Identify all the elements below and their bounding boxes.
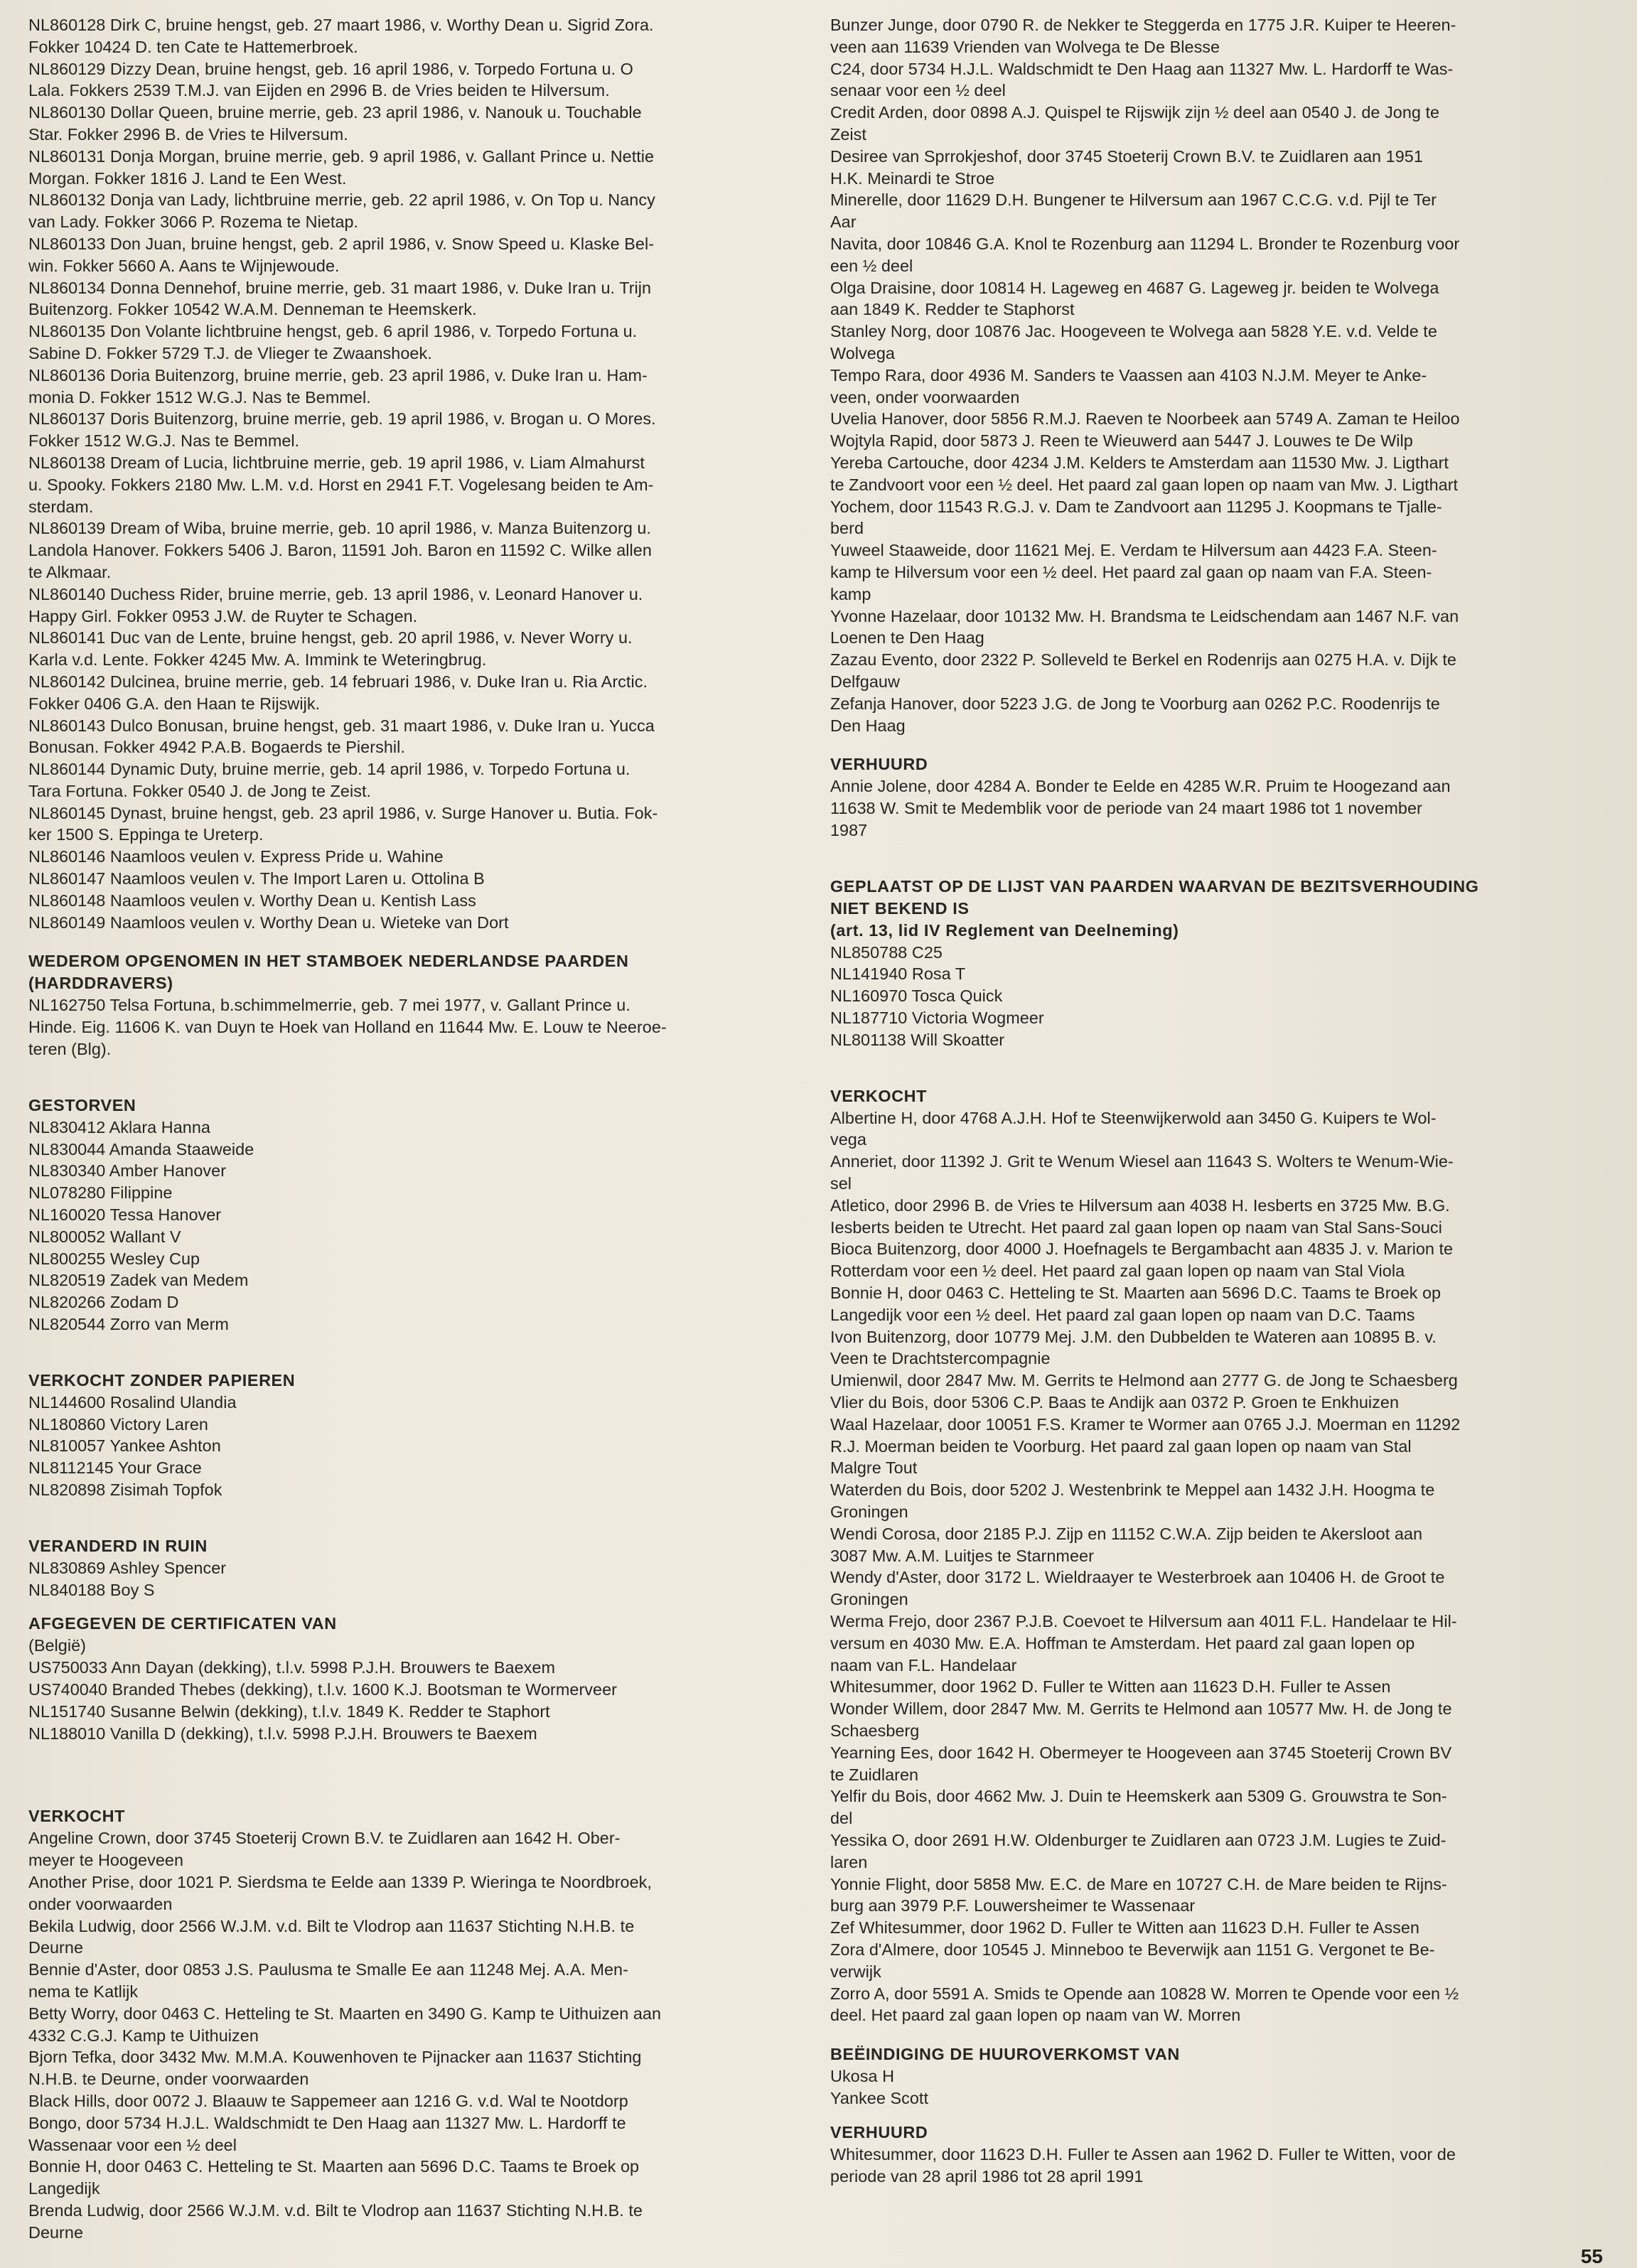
text-line: veen aan 11639 Vrienden van Wolvega te De Blesse bbox=[830, 37, 1220, 56]
text-line: Groningen bbox=[830, 1503, 908, 1522]
text-line: Desiree van Sprrokjeshof, door 3745 Stoeterij Crown B.V. te Zuidlaren aan 1951 bbox=[830, 146, 1423, 166]
text-line: Vlier du Bois, door 5306 C.P. Baas te Andijk aan 0372 P. Groen te Enkhuizen bbox=[830, 1393, 1399, 1412]
text-line: Yearning Ees, door 1642 H. Obermeyer te Hoogeveen aan 3745 Stoeterij Crown BV bbox=[830, 1743, 1452, 1762]
text-line: aan 1849 K. Redder te Staphorst bbox=[830, 300, 1075, 319]
text-line: nema te Katlijk bbox=[28, 1982, 139, 2001]
text-line: Karla v.d. Lente. Fokker 4245 Mw. A. Immink te Weteringbrug. bbox=[28, 650, 487, 670]
text-line: NL162750 Telsa Fortuna, b.schimmelmerrie, geb. 7 mei 1977, v. Gallant Prince u. bbox=[28, 996, 630, 1015]
text-line: verwijk bbox=[830, 1962, 881, 1981]
text-line: ker 1500 S. Eppinga te Ureterp. bbox=[28, 825, 264, 844]
text-line: Morgan. Fokker 1816 J. Land te Een West. bbox=[28, 168, 347, 188]
text-line: Zora d'Almere, door 10545 J. Minneboo te Beverwijk aan 1151 G. Vergonet te Be- bbox=[830, 1940, 1435, 1959]
text-line: NL860131 Donja Morgan, bruine merrie, geb. 9 april 1986, v. Gallant Prince u. Nettie bbox=[28, 146, 655, 166]
text-line: NL860146 Naamloos veulen v. Express Pride u. Wahine bbox=[28, 847, 444, 866]
text-line: Delfgauw bbox=[830, 672, 900, 691]
text-line: Buitenzorg. Fokker 10542 W.A.M. Denneman te Heemskerk. bbox=[28, 300, 477, 319]
text-line: Bunzer Junge, door 0790 R. de Nekker te Steggerda en 1775 J.R. Kuiper te Heeren- bbox=[830, 16, 1456, 34]
text-line: NL860130 Dollar Queen, bruine merrie, geb. 23 april 1986, v. Nanouk u. Touchable bbox=[28, 103, 642, 122]
list-item: US750033 Ann Dayan (dekking), t.l.v. 5998 P.J.H. Brouwers te Baexem bbox=[28, 1658, 555, 1677]
text-line: Veen te Drachtstercompagnie bbox=[830, 1349, 1051, 1368]
text-line: 11638 W. Smit te Medemblik voor de periode van 24 maart 1986 tot 1 november bbox=[830, 799, 1422, 818]
text-line: Another Prise, door 1021 P. Sierdsma te Eelde aan 1339 P. Wieringa te Noordbroek, bbox=[28, 1872, 652, 1891]
text-line: Yereba Cartouche, door 4234 J.M. Kelders te Amsterdam aan 11530 Mw. J. Ligthart bbox=[830, 453, 1449, 472]
section-heading: GEPLAATST OP DE LIJST VAN PAARDEN WAARVAN DE BEZITSVERHOUDING bbox=[830, 876, 1479, 896]
text-line: win. Fokker 5660 A. Aans te Wijnjewoude. bbox=[28, 256, 340, 275]
text-line: Bonusan. Fokker 4942 P.A.B. Bogaerds te Piershil. bbox=[28, 738, 405, 757]
text-line: Zeist bbox=[830, 124, 866, 144]
list-item: Ukosa H bbox=[830, 2067, 895, 2086]
list-item: NL187710 Victoria Wogmeer bbox=[830, 1009, 1044, 1028]
list-item: NL160970 Tosca Quick bbox=[830, 987, 1003, 1006]
text-line: sel bbox=[830, 1174, 852, 1193]
text-line: Zazau Evento, door 2322 P. Solleveld te Berkel en Rodenrijs aan 0275 H.A. v. Dijk te bbox=[830, 650, 1456, 670]
text-line: een ½ deel bbox=[830, 256, 913, 275]
text-line: Albertine H, door 4768 A.J.H. Hof te Steenwijkerwold aan 3450 G. Kuipers te Wol- bbox=[830, 1108, 1437, 1127]
list-item: NL800255 Wesley Cup bbox=[28, 1249, 200, 1268]
list-item: NL830412 Aklara Hanna bbox=[28, 1117, 210, 1136]
text-line: Wendy d'Aster, door 3172 L. Wieldraayer te Westerbroek aan 10406 H. de Groot te bbox=[830, 1568, 1445, 1587]
section-gestorven bbox=[28, 1095, 800, 1335]
section-afgegeven-certificaten bbox=[28, 1613, 800, 1744]
text-line: deel. Het paard zal gaan lopen op naam van W. Morren bbox=[830, 2006, 1241, 2025]
foal-registrations bbox=[28, 14, 800, 933]
text-line: Den Haag bbox=[830, 716, 906, 735]
text-line: Anneriet, door 11392 J. Grit te Wenum Wiesel aan 11643 S. Wolters te Wenum-Wie- bbox=[830, 1152, 1454, 1171]
list-item: NL144600 Rosalind Ulandia bbox=[28, 1392, 237, 1412]
text-line: kamp te Hilversum voor een ½ deel. Het paard zal gaan op naam van F.A. Steen- bbox=[830, 562, 1432, 581]
section-verkocht-left bbox=[28, 1805, 800, 2243]
text-line: del bbox=[830, 1809, 853, 1828]
text-line: Deurne bbox=[28, 2223, 84, 2242]
text-line: u. Spooky. Fokkers 2180 Mw. L.M. v.d. Horst en 2941 F.T. Vogelesang beiden te Am- bbox=[28, 475, 654, 494]
text-line: Langedijk voor een ½ deel. Het paard zal gaan lopen op naam van D.C. Taams bbox=[830, 1305, 1415, 1324]
text-line: Schaesberg bbox=[830, 1721, 920, 1740]
text-line: NL860129 Dizzy Dean, bruine hengst, geb. 16 april 1986, v. Torpedo Fortuna u. O bbox=[28, 59, 633, 78]
text-line: Tempo Rara, door 4936 M. Sanders te Vaassen aan 4103 N.J.M. Meyer te Anke- bbox=[830, 365, 1427, 385]
text-line: senaar voor een ½ deel bbox=[830, 81, 1006, 100]
text-line: NL860145 Dynast, bruine hengst, geb. 23 april 1986, v. Surge Hanover u. Butia. Fok- bbox=[28, 803, 658, 822]
text-line: Wolvega bbox=[830, 343, 895, 362]
text-line: Wendi Corosa, door 2185 P.J. Zijp en 11152 C.W.A. Zijp beiden te Akersloot aan bbox=[830, 1524, 1423, 1543]
list-item: NL830340 Amber Hanover bbox=[28, 1161, 227, 1181]
text-line: Olga Draisine, door 10814 H. Lageweg en 4687 G. Lageweg jr. beiden te Wolvega bbox=[830, 278, 1439, 297]
list-item: US740040 Branded Thebes (dekking), t.l.v. 1600 K.J. Bootsman te Wormerveer bbox=[28, 1680, 618, 1699]
text-line: Yessika O, door 2691 H.W. Oldenburger te Zuidlaren aan 0723 J.M. Lugies te Zuid- bbox=[830, 1830, 1447, 1849]
text-line: Happy Girl. Fokker 0953 J.W. de Ruyter te Schagen. bbox=[28, 606, 418, 625]
text-line: Umienwil, door 2847 Mw. M. Gerrits te Helmond aan 2777 G. de Jong te Schaesberg bbox=[830, 1371, 1458, 1390]
text-line: Waal Hazelaar, door 10051 F.S. Kramer te Wormer aan 0765 J.J. Moerman en 11292 bbox=[830, 1414, 1461, 1434]
list-item: NL810057 Yankee Ashton bbox=[28, 1436, 221, 1456]
text-line: Deurne bbox=[28, 1938, 84, 1957]
text-line: H.K. Meinardi te Stroe bbox=[830, 168, 995, 188]
text-line: Loenen te Den Haag bbox=[830, 628, 984, 647]
text-line: Landola Hanover. Fokkers 5406 J. Baron, 11591 Joh. Baron en 11592 C. Wilke allen bbox=[28, 541, 652, 560]
section-heading-cont: (HARDDRAVERS) bbox=[28, 974, 173, 993]
list-item: NL180860 Victory Laren bbox=[28, 1414, 208, 1434]
section-verhuurd-1 bbox=[830, 753, 1609, 841]
text-line: NL860144 Dynamic Duty, bruine merrie, geb. 14 april 1986, v. Torpedo Fortuna u. bbox=[28, 760, 630, 779]
text-line: Whitesummer, door 1962 D. Fuller te Witten aan 11623 D.H. Fuller te Assen bbox=[830, 1677, 1391, 1697]
text-line: Whitesummer, door 11623 D.H. Fuller te Assen aan 1962 D. Fuller te Witten, voor de bbox=[830, 2144, 1456, 2164]
text-line: te Zandvoort voor een ½ deel. Het paard zal gaan lopen op naam van Mw. J. Ligthart bbox=[830, 475, 1459, 494]
text-line: onder voorwaarden bbox=[28, 1894, 173, 1913]
text-line: Star. Fokker 2996 B. de Vries te Hilversum. bbox=[28, 124, 348, 144]
text-line: Malgre Tout bbox=[830, 1458, 918, 1478]
text-line: Rotterdam voor een ½ deel. Het paard zal gaan lopen op naam van Stal Viola bbox=[830, 1262, 1405, 1281]
left-column bbox=[28, 14, 800, 2244]
text-line: kamp bbox=[830, 584, 871, 603]
text-line: NL860148 Naamloos veulen v. Worthy Dean u. Kentish Lass bbox=[28, 891, 476, 910]
right-column bbox=[830, 14, 1609, 2187]
text-line: NL860136 Doria Buitenzorg, bruine merrie, geb. 23 april 1986, v. Duke Iran u. Ham- bbox=[28, 365, 648, 385]
section-heading: GESTORVEN bbox=[28, 1095, 136, 1114]
text-line: veen, onder voorwaarden bbox=[830, 387, 1020, 407]
text-line: Bennie d'Aster, door 0853 J.S. Paulusma te Smalle Ee aan 11248 Mej. A.A. Men- bbox=[28, 1960, 628, 1979]
list-item: NL801138 Will Skoatter bbox=[830, 1030, 1005, 1049]
section-geplaatst-op-lijst bbox=[830, 876, 1609, 1051]
section-heading: WEDEROM OPGENOMEN IN HET STAMBOEK NEDERLANDSE PAARDEN bbox=[28, 952, 629, 971]
text-line: versum en 4030 Mw. E.A. Hoffman te Amsterdam. Het paard zal gaan lopen op bbox=[830, 1633, 1415, 1652]
text-line: meyer te Hoogeveen bbox=[28, 1851, 184, 1870]
text-line: Zef Whitesummer, door 1962 D. Fuller te Witten aan 11623 D.H. Fuller te Assen bbox=[830, 1918, 1419, 1938]
text-line: NL860134 Donna Dennehof, bruine merrie, geb. 31 maart 1986, v. Duke Iran u. Trijn bbox=[28, 278, 652, 297]
text-line: Tara Fortuna. Fokker 0540 J. de Jong te Zeist. bbox=[28, 781, 372, 800]
text-line: Yonnie Flight, door 5858 Mw. E.C. de Mare en 10727 C.H. de Mare beiden te Rijns- bbox=[830, 1874, 1447, 1893]
text-line: sterdam. bbox=[28, 497, 94, 516]
section-heading: VERKOCHT bbox=[28, 1807, 126, 1826]
text-line: Yochem, door 11543 R.G.J. v. Dam te Zandvoort aan 11295 J. Koopmans te Tjalle- bbox=[830, 497, 1442, 516]
section-wederom bbox=[28, 950, 800, 1060]
text-line: Werma Frejo, door 2367 P.J.B. Coevoet te Hilversum aan 4011 F.L. Handelaar te Hil- bbox=[830, 1612, 1457, 1630]
text-line: te Alkmaar. bbox=[28, 562, 112, 581]
list-item: NL820898 Zisimah Topfok bbox=[28, 1480, 222, 1500]
section-verkocht-continued bbox=[830, 14, 1609, 736]
text-line: Bongo, door 5734 H.J.L. Waldschmidt te Den Haag aan 11327 Mw. L. Hardorff te bbox=[28, 2113, 626, 2132]
text-line: Brenda Ludwig, door 2566 W.J.M. v.d. Bilt te Vlodrop aan 11637 Stichting N.H.B. te bbox=[28, 2200, 643, 2220]
text-line: Hinde. Eig. 11606 K. van Duyn te Hoek van Holland en 11644 Mw. E. Louw te Neeroe- bbox=[28, 1018, 667, 1037]
text-line: Minerelle, door 11629 D.H. Bungener te Hilversum aan 1967 C.C.G. v.d. Pijl te Ter bbox=[830, 190, 1437, 210]
list-item: NL8112145 Your Grace bbox=[28, 1458, 202, 1478]
text-line: berd bbox=[830, 519, 864, 538]
text-line: 1987 bbox=[830, 820, 868, 839]
text-line: 3087 Mw. A.M. Luitjes te Starnmeer bbox=[830, 1546, 1094, 1565]
text-line: Lala. Fokkers 2539 T.M.J. van Eijden en 2996 B. de Vries beiden te Hilversum. bbox=[28, 81, 610, 100]
list-item: NL820266 Zodam D bbox=[28, 1293, 179, 1312]
text-line: Waterden du Bois, door 5202 J. Westenbrink te Meppel aan 1432 J.H. Hoogma te bbox=[830, 1480, 1435, 1500]
text-line: NL860137 Doris Buitenzorg, bruine merrie, geb. 19 april 1986, v. Brogan u. O Mores. bbox=[28, 409, 656, 429]
section-heading: VERHUURD bbox=[830, 755, 928, 774]
text-line: vega bbox=[830, 1130, 866, 1149]
text-line: Langedijk bbox=[28, 2179, 100, 2198]
section-verkocht-right bbox=[830, 1085, 1609, 2026]
text-line: Yuweel Staaweide, door 11621 Mej. E. Verdam te Hilversum aan 4423 F.A. Steen- bbox=[830, 541, 1437, 560]
text-line: Yvonne Hazelaar, door 10132 Mw. H. Brandsma te Leidschendam aan 1467 N.F. van bbox=[830, 606, 1459, 625]
list-item: Yankee Scott bbox=[830, 2088, 928, 2107]
text-line: Betty Worry, door 0463 C. Hetteling te St. Maarten en 3490 G. Kamp te Uithuizen aan bbox=[28, 2004, 662, 2023]
text-line: Stanley Norg, door 10876 Jac. Hoogeveen te Wolvega aan 5828 Y.E. v.d. Velde te bbox=[830, 322, 1437, 341]
text-line: Zefanja Hanover, door 5223 J.G. de Jong te Voorburg aan 0262 P.C. Roodenrijs te bbox=[830, 694, 1440, 713]
text-line: R.J. Moerman beiden te Voorburg. Het paard zal gaan lopen op naam van Stal bbox=[830, 1436, 1412, 1456]
text-line: periode van 28 april 1986 tot 28 april 1991 bbox=[830, 2166, 1144, 2186]
list-item: NL160020 Tessa Hanover bbox=[28, 1205, 222, 1225]
text-line: teren (Blg). bbox=[28, 1040, 112, 1059]
list-item: (België) bbox=[28, 1636, 86, 1655]
section-heading: AFGEGEVEN DE CERTIFICATEN VAN bbox=[28, 1614, 337, 1633]
text-line: NL860128 Dirk C, bruine hengst, geb. 27 maart 1986, v. Worthy Dean u. Sigrid Zora. bbox=[28, 16, 654, 34]
text-line: te Zuidlaren bbox=[830, 1765, 919, 1784]
text-line: laren bbox=[830, 1852, 868, 1871]
text-line: Fokker 10424 D. ten Cate te Hattemerbroek. bbox=[28, 37, 358, 56]
section-heading: VERKOCHT bbox=[830, 1086, 928, 1105]
text-line: Bioca Buitenzorg, door 4000 J. Hoefnagels te Bergambacht aan 4835 J. v. Marion te bbox=[830, 1240, 1454, 1259]
list-item: NL850788 C25 bbox=[830, 942, 943, 962]
text-line: NL860149 Naamloos veulen v. Worthy Dean u. Wieteke van Dort bbox=[28, 913, 509, 932]
section-heading: BEËINDIGING DE HUUROVERKOMST VAN bbox=[830, 2045, 1180, 2064]
text-line: Yelfir du Bois, door 4662 Mw. J. Duin te Heemskerk aan 5309 G. Grouwstra te Son- bbox=[830, 1787, 1447, 1806]
list-item: NL151740 Susanne Belwin (dekking), t.l.v. 1849 K. Redder te Staphort bbox=[28, 1702, 550, 1721]
text-line: Bonnie H, door 0463 C. Hetteling te St. Maarten aan 5696 D.C. Taams te Broek op bbox=[28, 2157, 640, 2176]
section-beeindiging-huurovereenkomst bbox=[830, 2043, 1609, 2110]
section-heading-cont: NIET BEKEND IS bbox=[830, 898, 970, 918]
text-line: Bonnie H, door 0463 C. Hetteling te St. Maarten aan 5696 D.C. Taams te Broek op bbox=[830, 1284, 1442, 1303]
text-line: NL860135 Don Volante lichtbruine hengst, geb. 6 april 1986, v. Torpedo Fortuna u. bbox=[28, 322, 638, 341]
text-line: Bekila Ludwig, door 2566 W.J.M. v.d. Bilt te Vlodrop aan 11637 Stichting N.H.B. te bbox=[28, 1916, 635, 1935]
list-item: NL830044 Amanda Staaweide bbox=[28, 1139, 254, 1159]
text-line: Zorro A, door 5591 A. Smids te Opende aan 10828 W. Morren te Opende voor een ½ bbox=[830, 1984, 1459, 2003]
text-line: Annie Jolene, door 4284 A. Bonder te Eelde en 4285 W.R. Pruim te Hoogezand aan bbox=[830, 777, 1451, 796]
page-number: 55 bbox=[1580, 2245, 1603, 2267]
section-verhuurd-2 bbox=[830, 2122, 1609, 2188]
text-line: NL860147 Naamloos veulen v. The Import Laren u. Ottolina B bbox=[28, 869, 485, 888]
text-line: Fokker 0406 G.A. den Haan te Rijswijk. bbox=[28, 694, 321, 713]
text-line: Navita, door 10846 G.A. Knol te Rozenburg aan 11294 L. Bronder te Rozenburg voor bbox=[830, 234, 1460, 253]
list-item: NL840188 Boy S bbox=[28, 1580, 155, 1599]
text-line: NL860138 Dream of Lucia, lichtbruine merrie, geb. 19 april 1986, v. Liam Almahurst bbox=[28, 453, 645, 472]
text-line: Groningen bbox=[830, 1590, 908, 1609]
list-item: NL078280 Filippine bbox=[28, 1183, 173, 1203]
text-line: NL860140 Duchess Rider, bruine merrie, geb. 13 april 1986, v. Leonard Hanover u. bbox=[28, 584, 643, 603]
text-line: Aar bbox=[830, 213, 857, 232]
text-line: C24, door 5734 H.J.L. Waldschmidt te Den Haag aan 11327 Mw. L. Hardorff te Was- bbox=[830, 59, 1454, 78]
text-line: naam van F.L. Handelaar bbox=[830, 1655, 1017, 1675]
text-line: NL860142 Dulcinea, bruine merrie, geb. 14 februari 1986, v. Duke Iran u. Ria Arctic. bbox=[28, 672, 648, 691]
list-item: NL830869 Ashley Spencer bbox=[28, 1558, 227, 1577]
text-line: NL860132 Donja van Lady, lichtbruine merrie, geb. 22 april 1986, v. On Top u. Nancy bbox=[28, 190, 655, 210]
text-line: Atletico, door 2996 B. de Vries te Hilversum aan 4038 H. Iesberts en 3725 Mw. B.G. bbox=[830, 1195, 1450, 1215]
text-line: Angeline Crown, door 3745 Stoeterij Crown B.V. te Zuidlaren aan 1642 H. Ober- bbox=[28, 1829, 621, 1848]
text-line: Black Hills, door 0072 J. Blaauw te Sappemeer aan 1216 G. v.d. Wal te Nootdorp bbox=[28, 2091, 628, 2110]
section-verkocht-zonder-papieren bbox=[28, 1370, 800, 1501]
text-line: Iesberts beiden te Utrecht. Het paard zal gaan lopen op naam van Stal Sans-Souci bbox=[830, 1218, 1442, 1237]
text-line: NL860139 Dream of Wiba, bruine merrie, geb. 10 april 1986, v. Manza Buitenzorg u. bbox=[28, 519, 652, 538]
list-item: NL800052 Wallant V bbox=[28, 1227, 181, 1246]
text-line: Wassenaar voor een ½ deel bbox=[28, 2135, 237, 2154]
text-line: NL860141 Duc van de Lente, bruine hengst, geb. 20 april 1986, v. Never Worry u. bbox=[28, 628, 633, 647]
text-line: Ivon Buitenzorg, door 10779 Mej. J.M. den Dubbelden te Wateren aan 10895 B. v. bbox=[830, 1327, 1437, 1346]
text-line: burg aan 3979 P.F. Louwersheimer te Wassenaar bbox=[830, 1896, 1196, 1915]
text-line: Credit Arden, door 0898 A.J. Quispel te Rijswijk zijn ½ deel aan 0540 J. de Jong te bbox=[830, 103, 1440, 122]
list-item: NL820544 Zorro van Merm bbox=[28, 1315, 229, 1334]
text-line: monia D. Fokker 1512 W.G.J. Nas te Bemmel. bbox=[28, 387, 371, 407]
text-line: NL860133 Don Juan, bruine hengst, geb. 2 april 1986, v. Snow Speed u. Klaske Bel- bbox=[28, 234, 655, 253]
text-line: Wonder Willem, door 2847 Mw. M. Gerrits te Helmond aan 10577 Mw. H. de Jong te bbox=[830, 1699, 1452, 1719]
text-line: NL860143 Dulco Bonusan, bruine hengst, geb. 31 maart 1986, v. Duke Iran u. Yucca bbox=[28, 716, 655, 735]
list-item: NL141940 Rosa T bbox=[830, 964, 966, 984]
section-heading: VERHUURD bbox=[830, 2122, 928, 2141]
section-heading: VERANDERD IN RUIN bbox=[28, 1536, 208, 1555]
text-line: N.H.B. te Deurne, onder voorwaarden bbox=[28, 2070, 309, 2089]
section-veranderd-in-ruin bbox=[28, 1535, 800, 1601]
text-line: Bjorn Tefka, door 3432 Mw. M.M.A. Kouwenhoven te Pijnacker aan 11637 Stichting bbox=[28, 2048, 642, 2067]
section-heading: VERKOCHT ZONDER PAPIEREN bbox=[28, 1370, 296, 1390]
text-line: Fokker 1512 W.G.J. Nas te Bemmel. bbox=[28, 431, 300, 451]
text-line: van Lady. Fokker 3066 P. Rozema te Nietap. bbox=[28, 213, 359, 232]
list-item: NL188010 Vanilla D (dekking), t.l.v. 5998 P.J.H. Brouwers te Baexem bbox=[28, 1724, 537, 1743]
text-line: Sabine D. Fokker 5729 T.J. de Vlieger te Zwaanshoek. bbox=[28, 343, 432, 362]
text-line: Uvelia Hanover, door 5856 R.M.J. Raeven te Noorbeek aan 5749 A. Zaman te Heiloo bbox=[830, 409, 1460, 429]
text-line: Wojtyla Rapid, door 5873 J. Reen te Wieuwerd aan 5447 J. Louwes te De Wilp bbox=[830, 431, 1413, 451]
text-line: 4332 C.G.J. Kamp te Uithuizen bbox=[28, 2026, 259, 2045]
section-subheading: (art. 13, lid IV Reglement van Deelneming) bbox=[830, 920, 1179, 940]
list-item: NL820519 Zadek van Medem bbox=[28, 1271, 249, 1290]
